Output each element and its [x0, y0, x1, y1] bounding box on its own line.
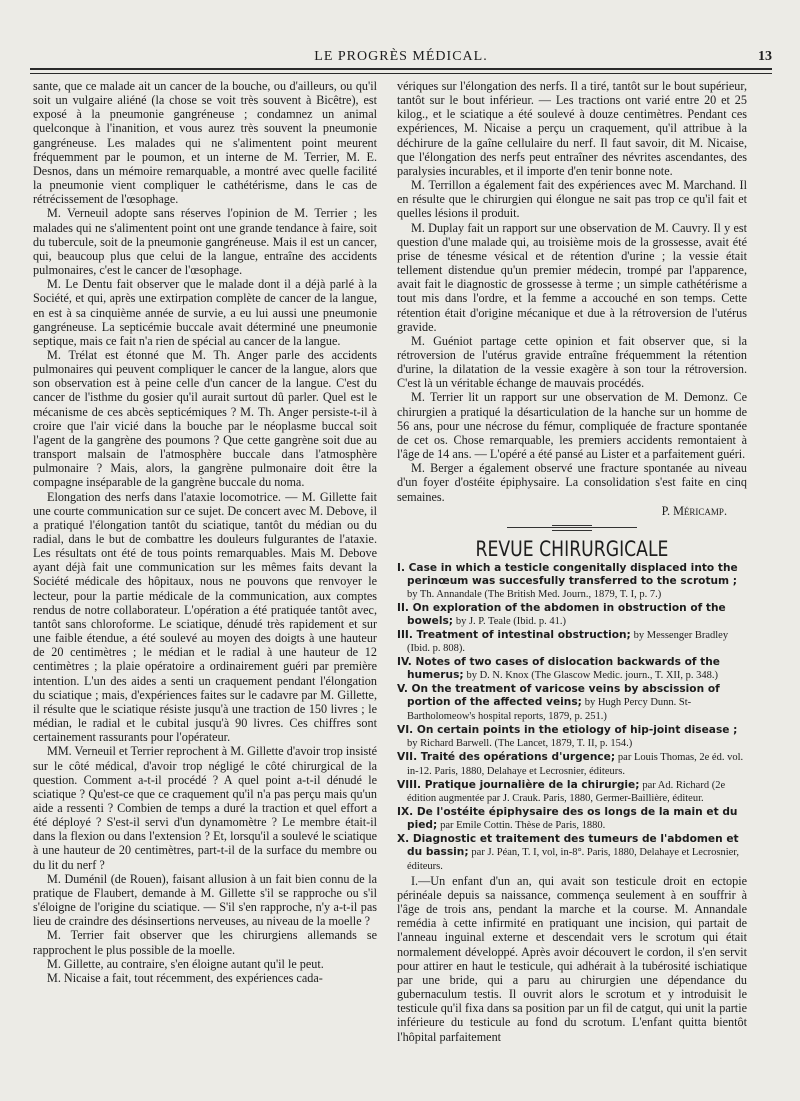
reference-source: par Emile Cottin. Thèse de Paris, 1880.: [440, 820, 606, 832]
paragraph: M. Terrier lit un rapport sur une observation de M. Demonz. Ce chirurgien a pratiqué la désarticulation de la hanche sur un homme de 56 ans, pour une nécrose du fémur, compliquée de fracture spontanée de cet os. Chose remarquable, les premiers accidents remontaient à l'âge de 14 ans. — L'opéré a été pansé au Lister et a parfaitement guéri.: [397, 390, 747, 462]
reference-source: par J. Péan, T. I, vol, in-8°. Paris, 1880, Delahaye et Lecrosnier, éditeurs.: [407, 847, 739, 872]
case-paragraph: I.—Un enfant d'un an, qui avait son testicule droit en ectopie périnéale depuis sa naissance, commença seulement à en souffrir à l'âge de trois ans, pendant la marche et la course. M. Annandale remédia à cette infirmité en pratiquant une incision, qui partait de l'anneau inguinal externe et descendait vers le scrotum qui était normalement développé. Après avoir découvert le cordon, il s'en servit pour attirer en haut le testicule, qui adhérait à la tubérosité ischiatique par une bride, qui a paru au chirurgien une dépendance du gubernaculum testis. Il ouvrit alors le scrotum et y introduisit le testicule qu'il fixa dans sa position par un fil de catgut, qui unit la partie inférieure du testicule au fond du scrotum. L'enfant quitta bientôt l'hôpital parfaitement: [397, 873, 747, 1044]
reference-source: par Ad. Richard (2e édition augmentée par J. Crauk. Paris, 1880, Germer-Baillière, éditeur.: [407, 779, 726, 805]
paragraph: M. Guéniot partage cette opinion et fait observer que, si la rétroversion de l'utérus gravide entraîne fréquemment la rétention d'urine, la dilatation de la vessie exagère à son tour la rétroversion. C'est là un véritable échange de mauvais procédés.: [397, 333, 747, 391]
reference-title: IX. De l'ostéite épiphysaire des os longs de la main et du pied;: [397, 806, 738, 832]
paragraph: M. Terrillon a également fait des expériences avec M. Marchand. Il en résulte que le chirurgien qui élongue ne sait pas trop ce qu'il fait et quelles lésions il produit.: [397, 178, 747, 221]
paragraph: MM. Verneuil et Terrier reprochent à M. Gillette d'avoir trop insisté sur le côté médical, d'avoir trop négligé le côté chirurgical de la question. Comment a-t-il procédé ? A quel point a-t-il dénudé le sciatique ? Qu'est-ce que ce craquement qu'il n'a pas perçu mais qu'un aide a ressenti ? Combien de temps a duré la traction et quel effort a été déployé ? S'est-il servi d'un dynamomètre ? Le membre était-il dans la flexion ou dans l'extension ? Et, lorsqu'il a soulevé le sciatique à une hauteur de 20 centimètres, part-t-il de la surface du membre ou du lit du nerf ?: [33, 744, 377, 872]
paragraph: M. Berger a également observé une fracture spontanée au niveau d'un foyer d'ostéite épiphysaire. La consolidation s'est faite en cinq semaines.: [397, 461, 747, 504]
paragraph: M. Le Dentu fait observer que le malade dont il a déjà parlé à la Société, et qui, après une extirpation complète de cancer de la langue, en est à sa cinquième année de survie, a eu lui aussi une pneumonie gangréneuse. La septicémie buccale avait déterminé une pneumonie septique, mais ce fait n'a rien de spécial au cancer de la langue.: [33, 277, 377, 348]
paragraph: M. Duménil (de Rouen), faisant allusion à un fait bien connu de la pratique de Flaubert, demande à M. Gillette s'il se rapproche ou s'il s'éloigne de l'origine du sciatique. — S'il s'en rapproche, n'y a-t-il pas lieu de craindre des désinsertions nerveuses, au niveau de la moelle ?: [33, 871, 377, 929]
paragraph: M. Trélat est étonné que M. Th. Anger parle des accidents pulmonaires qui peuvent compliquer le cancer de la langue, alors que son observation est à peine celle d'un cancer de la langue. C'est du cancer de l'isthme du gosier qu'il aurait surtout dû parler. Quel est le mécanisme de ces abcès septicémiques ? M. Th. Anger persiste-t-il à croire que l'air vicié dans la bouche par le néoplasme buccal soit l'agent de la gangrène des poumons ? Que cette gangrène soit due au transport malsain de l'atmosphère buccale dans l'atmosphère pulmonaire ? Mais, alors, la gangrène pulmonaire doit être la compagne inséparable de la gangrène buccale du noma.: [33, 347, 377, 490]
reference-title: III. Treatment of intestinal obstruction;: [397, 628, 631, 641]
paragraph: M. Terrier fait observer que les chirurgiens allemands se rapprochent le plus possible de la moelle.: [33, 928, 377, 957]
list-item: [397, 629, 747, 657]
left-column: [33, 79, 377, 985]
paragraph: sante, que ce malade ait un cancer de la bouche, ou d'ailleurs, ou qu'il soit un vulgaire aliéné (la chose se voit très souvent à Bicêtre), est exposé à la pneumonie gangréneuse ; condamnez un animal quelconque à l'inanition, et vous aurez très souvent la pneumonie gangréneuse. Les malades qui ne s'alimentent point meurent fréquemment par le poumon, et un interne de M. Terrier, M. E. Desnos, dans un mémoire remarquable, a montré avec quelle facilité la pneumonie vient compliquer le cathétérisme, dans le cas de rétrécissement de l'œsophage.: [33, 79, 377, 207]
reference-source: by Hugh Percy Dunn. St-Bartholomeow's hospital reports, 1879, p. 251.): [407, 697, 692, 722]
list-item: [397, 602, 747, 629]
list-item: [397, 751, 747, 779]
paragraph: Elongation des nerfs dans l'ataxie locomotrice. — M. Gillette fait une courte communication sur ce sujet. De concert avec M. Debove, il a pratiqué l'élongation tantôt du sciatique, tantôt du médian ou du radial, dans le but de combattre les douleurs fulgurantes de l'ataxie. Les résultats ont été de tous points remarquables. Mais M. Debove ayant déjà fait une communication sur les mêmes faits devant la Société médicale des hôpitaux, nous ne pouvons que renvoyer le lecteur, pour la partie médicale de la communication, aux comptes rendus de notre collaborateur. L'opération a été pratiquée tantôt avec, tantôt sans chloroforme. Le sciatique, dénudé très rapidement et sur une faible étendue, a été soulevé au moyen des doigts à une hauteur de 20 centimètres ; le médian et le radial à une hauteur de 12 centimètres ; la plaie opératoire a ordinairement guéri par première intention. L'un des aides a senti un craquement pendant l'élongation du sciatique ; mais, d'expériences faites sur le cadavre par M. Gillette, il résulte que le sciatique résiste jusqu'à une traction de 150 livres ; le médian, le radial et le cubital jusqu'à 90 livres. Ces chiffres sont certainement rassurants pour l'opérateur.: [33, 489, 377, 745]
reference-title: I. Case in which a testicle congenitally displaced into the perinœum was succesfully transferred to the scrotum ;: [397, 562, 738, 587]
reference-source: by Messenger Bradley (Ibid. p. 808).: [407, 629, 729, 655]
list-item: [397, 562, 747, 602]
reference-source: by J. P. Teale (Ibid. p. 41.): [455, 615, 567, 627]
list-item: [397, 833, 747, 874]
reference-title: X. Diagnostic et traitement des tumeurs de l'abdomen et du bassin;: [397, 833, 739, 859]
right-column: [397, 79, 747, 1044]
reference-title: VIII. Pratique journalière de la chirurgie;: [397, 778, 640, 791]
page-header: [30, 48, 772, 66]
reference-title: II. On exploration of the abdomen in obstruction of the bowels;: [397, 601, 726, 627]
reference-title: V. On the treatment of varicose veins by abscission of portion of the affected veins;: [397, 683, 720, 709]
header-rule-thin: [30, 73, 772, 74]
paragraph: M. Gillette, au contraire, s'en éloigne autant qu'il le peut.: [47, 956, 324, 971]
section-title: REVUE CHIRURGICALE: [475, 536, 669, 561]
signature: P. Méricamp.: [661, 503, 727, 518]
section-divider: [507, 524, 637, 532]
list-item: [397, 656, 747, 683]
reference-title: VII. Traité des opérations d'urgence;: [397, 750, 616, 763]
paragraph: M. Duplay fait un rapport sur une observation de M. Cauvry. Il y est question d'une malade qui, au troisième mois de la grossesse, avait été prise de ténesme vésical et de rétention d'urine ; la vessie était tellement distendue qu'un premier médecin, trompé par l'apparence, avait fait le diagnostic de grossesse à terme ; un simple cathétérisme a tout mis dans l'ordre, et la femme a accouché en son temps. Cette rétention était d'origine mécanique et due à la rétroversion de l'utérus gravide.: [397, 220, 747, 334]
journal-title: LE PROGRÈS MÉDICAL.: [314, 49, 488, 64]
reference-source: by Richard Barwell. (The Lancet, 1879, T. II, p. 154.): [407, 737, 633, 749]
reference-list: [397, 562, 747, 874]
list-item: [397, 724, 747, 751]
paragraph: vériques sur l'élongation des nerfs. Il a tiré, tantôt sur le bout supérieur, tantôt sur le bout inférieur. — Les tractions ont varié entre 20 et 25 kilog., et le sciatique a été soulevé à douze centimètres. Pendant ces expériences, M. Nicaise a perçu un craquement, qu'il attribue à la déchirure de la gaîne cellulaire du nerf. Il faut savoir, dit M. Nicaise, que l'élongation des nerfs peut entraîner des névrites ascendantes, des paralysies incurables, et il importe d'en tenir bonne note.: [397, 79, 747, 178]
header-rule: [30, 68, 772, 70]
reference-source: by Th. Annandale (The British Med. Journ., 1879, T. I, p. 7.): [407, 588, 662, 600]
list-item: [397, 806, 747, 833]
reference-title: IV. Notes of two cases of dislocation backwards of the humerus;: [397, 656, 720, 682]
page-number: 13: [758, 49, 772, 64]
reference-title: VI. On certain points in the etiology of hip-joint disease ;: [397, 723, 738, 736]
list-item: [397, 683, 747, 724]
list-item: [397, 779, 747, 807]
paragraph: M. Verneuil adopte sans réserves l'opinion de M. Terrier ; les malades qui ne s'alimentent point ont une grande tendance à faire, soit du tubercule, soit de la pneumonie gangréneuse. Mais il est un cancer, qui, beaucoup plus que celui de la langue, entraîne des accidents pulmonaires, c'est le cancer de l'œsophage.: [33, 206, 377, 278]
reference-source: by D. N. Knox (The Glascow Medic. journ., T. XII, p. 348.): [466, 670, 719, 682]
paragraph: M. Nicaise a fait, tout récemment, des expériences cada-: [47, 970, 323, 985]
reference-source: par Louis Thomas, 2e éd. vol. in-12. Paris, 1880, Delahaye et Lecrosnier, éditeurs.: [407, 751, 744, 777]
